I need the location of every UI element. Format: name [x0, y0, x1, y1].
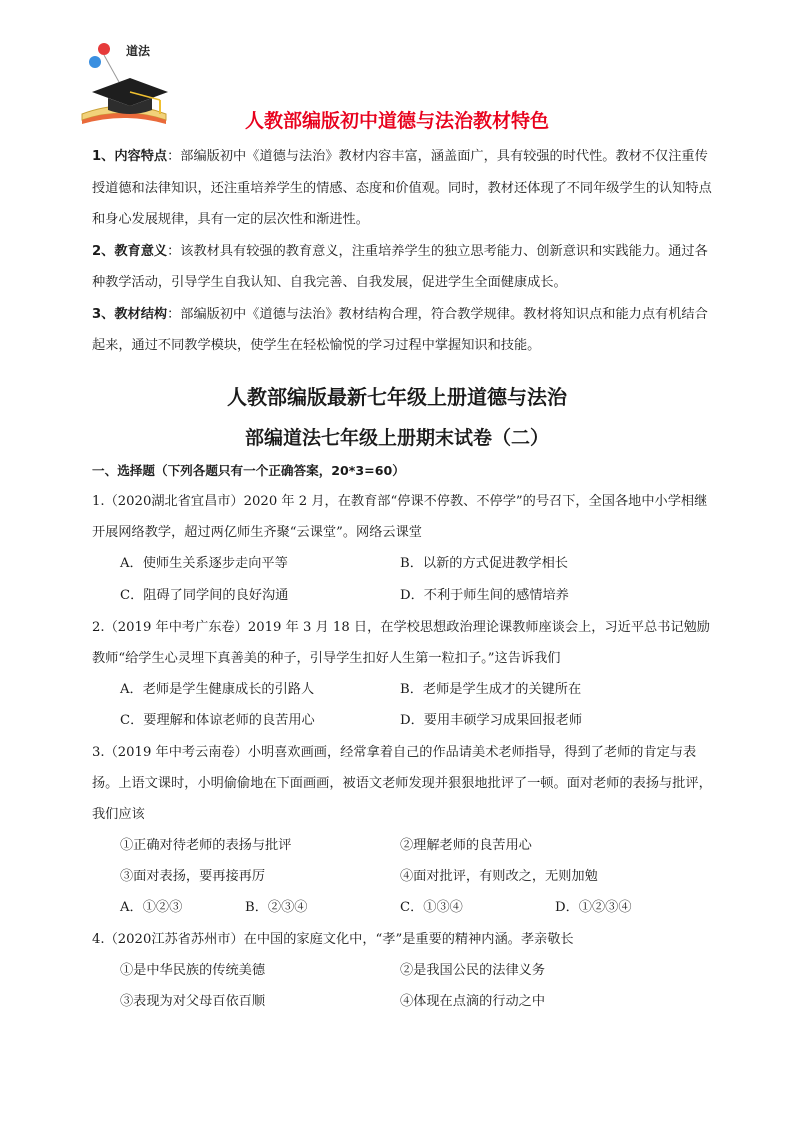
intro-text: ：部编版初中《道德与法治》教材结构合理，符合教学规律。教材将知识点和能力点有机结合起来，通过不同教学模块，使学生在轻松愉悦的学习过程中掌握知识和技能。 — [92, 306, 708, 353]
statement-row — [120, 861, 720, 892]
option-c: C．①③④ — [400, 900, 463, 915]
intro-text: ：部编版初中《道德与法治》教材内容丰富，涵盖面广，具有较强的时代性。教材不仅注重传授道德和法律知识，还注重培养学生的情感、态度和价值观。同时，教材还体现了不同年级学生的认知特点和身心发展规律，具有一定的层次性和渐进性。 — [92, 149, 712, 227]
option-c: C．阻碍了同学间的良好沟通 — [120, 588, 289, 603]
option-row — [120, 705, 720, 736]
question-2 — [92, 612, 716, 674]
option-row — [120, 580, 720, 611]
sub-title: 部编道法七年级上册期末试卷（二） — [244, 427, 549, 449]
statement-2: ②理解老师的良苦用心 — [400, 838, 532, 853]
option-row — [120, 674, 720, 705]
question-1 — [92, 486, 716, 548]
logo-text: 道法 — [126, 44, 151, 58]
main-title: 人教部编版最新七年级上册道德与法治 — [227, 385, 567, 409]
option-b: B．②③④ — [245, 900, 308, 915]
question-4 — [92, 924, 716, 955]
question-3 — [92, 737, 716, 830]
statement-3: ③表现为对父母百依百顺 — [120, 994, 266, 1009]
intro-label: 2、教育意义 — [92, 243, 168, 259]
option-c: C．要理解和体谅老师的良苦用心 — [120, 713, 315, 728]
statement-row — [120, 830, 720, 861]
statement-4: ④体现在点滴的行动之中 — [400, 994, 546, 1009]
option-row — [120, 892, 720, 923]
statement-3: ③面对表扬，要再接再厉 — [120, 869, 266, 884]
intro-section — [92, 141, 712, 362]
statement-1: ①是中华民族的传统美德 — [120, 963, 266, 978]
option-a: A．①②③ — [120, 900, 183, 915]
feature-title: 人教部编版初中道德与法治教材特色 — [244, 110, 549, 132]
statement-4: ④面对批评，有则改之，无则加勉 — [400, 869, 598, 884]
intro-paragraph — [92, 141, 712, 236]
option-a: A．老师是学生健康成长的引路人 — [120, 682, 315, 697]
question-text: 4.（2020江苏省苏州市）在中国的家庭文化中，“孝”是重要的精神内涵。孝亲敬长 — [92, 932, 574, 947]
statement-row — [120, 986, 720, 1017]
statement-2: ②是我国公民的法律义务 — [400, 963, 546, 978]
option-b: B．老师是学生成才的关键所在 — [400, 682, 582, 697]
option-row — [120, 548, 720, 579]
statement-1: ①正确对待老师的表扬与批评 — [120, 838, 292, 853]
question-text: 2.（2019 年中考广东卷）2019 年 3 月 18 日，在学校思想政治理论课教师座谈会上，习近平总书记勉励教师“给学生心灵埋下真善美的种子，引导学生扣好人生第一粒扣子。”这告诉我们 — [92, 620, 710, 666]
question-text: 3.（2019 年中考云南卷）小明喜欢画画，经常拿着自己的作品请美术老师指导，得到了老师的肯定与表扬。上语文课时，小明偷偷地在下面画画，被语文老师发现并狠狠地批评了一顿。面对老师的表扬与批评，我们应该 — [92, 745, 712, 822]
intro-text: ：该教材具有较强的教育意义，注重培养学生的独立思考能力、创新意识和实践能力。通过各种教学活动，引导学生自我认知、自我完善、自我发展，促进学生全面健康成长。 — [92, 243, 708, 290]
question-text: 1.（2020湖北省宜昌市）2020 年 2 月，在教育部“停课不停教、不停学”的号召下，全国各地中小学相继开展网络教学，超过两亿师生齐聚“云课堂”。网络云课堂 — [92, 494, 708, 540]
intro-paragraph — [92, 236, 712, 299]
option-d: D．①②③④ — [555, 900, 632, 915]
option-b: B．以新的方式促进教学相长 — [400, 556, 568, 571]
intro-paragraph — [92, 299, 712, 362]
option-a: A．使师生关系逐步走向平等 — [120, 556, 288, 571]
intro-label: 3、教材结构 — [92, 306, 168, 322]
option-d: D．要用丰硕学习成果回报老师 — [400, 713, 583, 728]
option-d: D．不利于师生间的感情培养 — [400, 588, 569, 603]
intro-label: 1、内容特点 — [92, 149, 168, 164]
statement-row — [120, 955, 720, 986]
section-heading: 一、选择题（下列各题只有一个正确答案，20*3=60） — [92, 463, 405, 478]
